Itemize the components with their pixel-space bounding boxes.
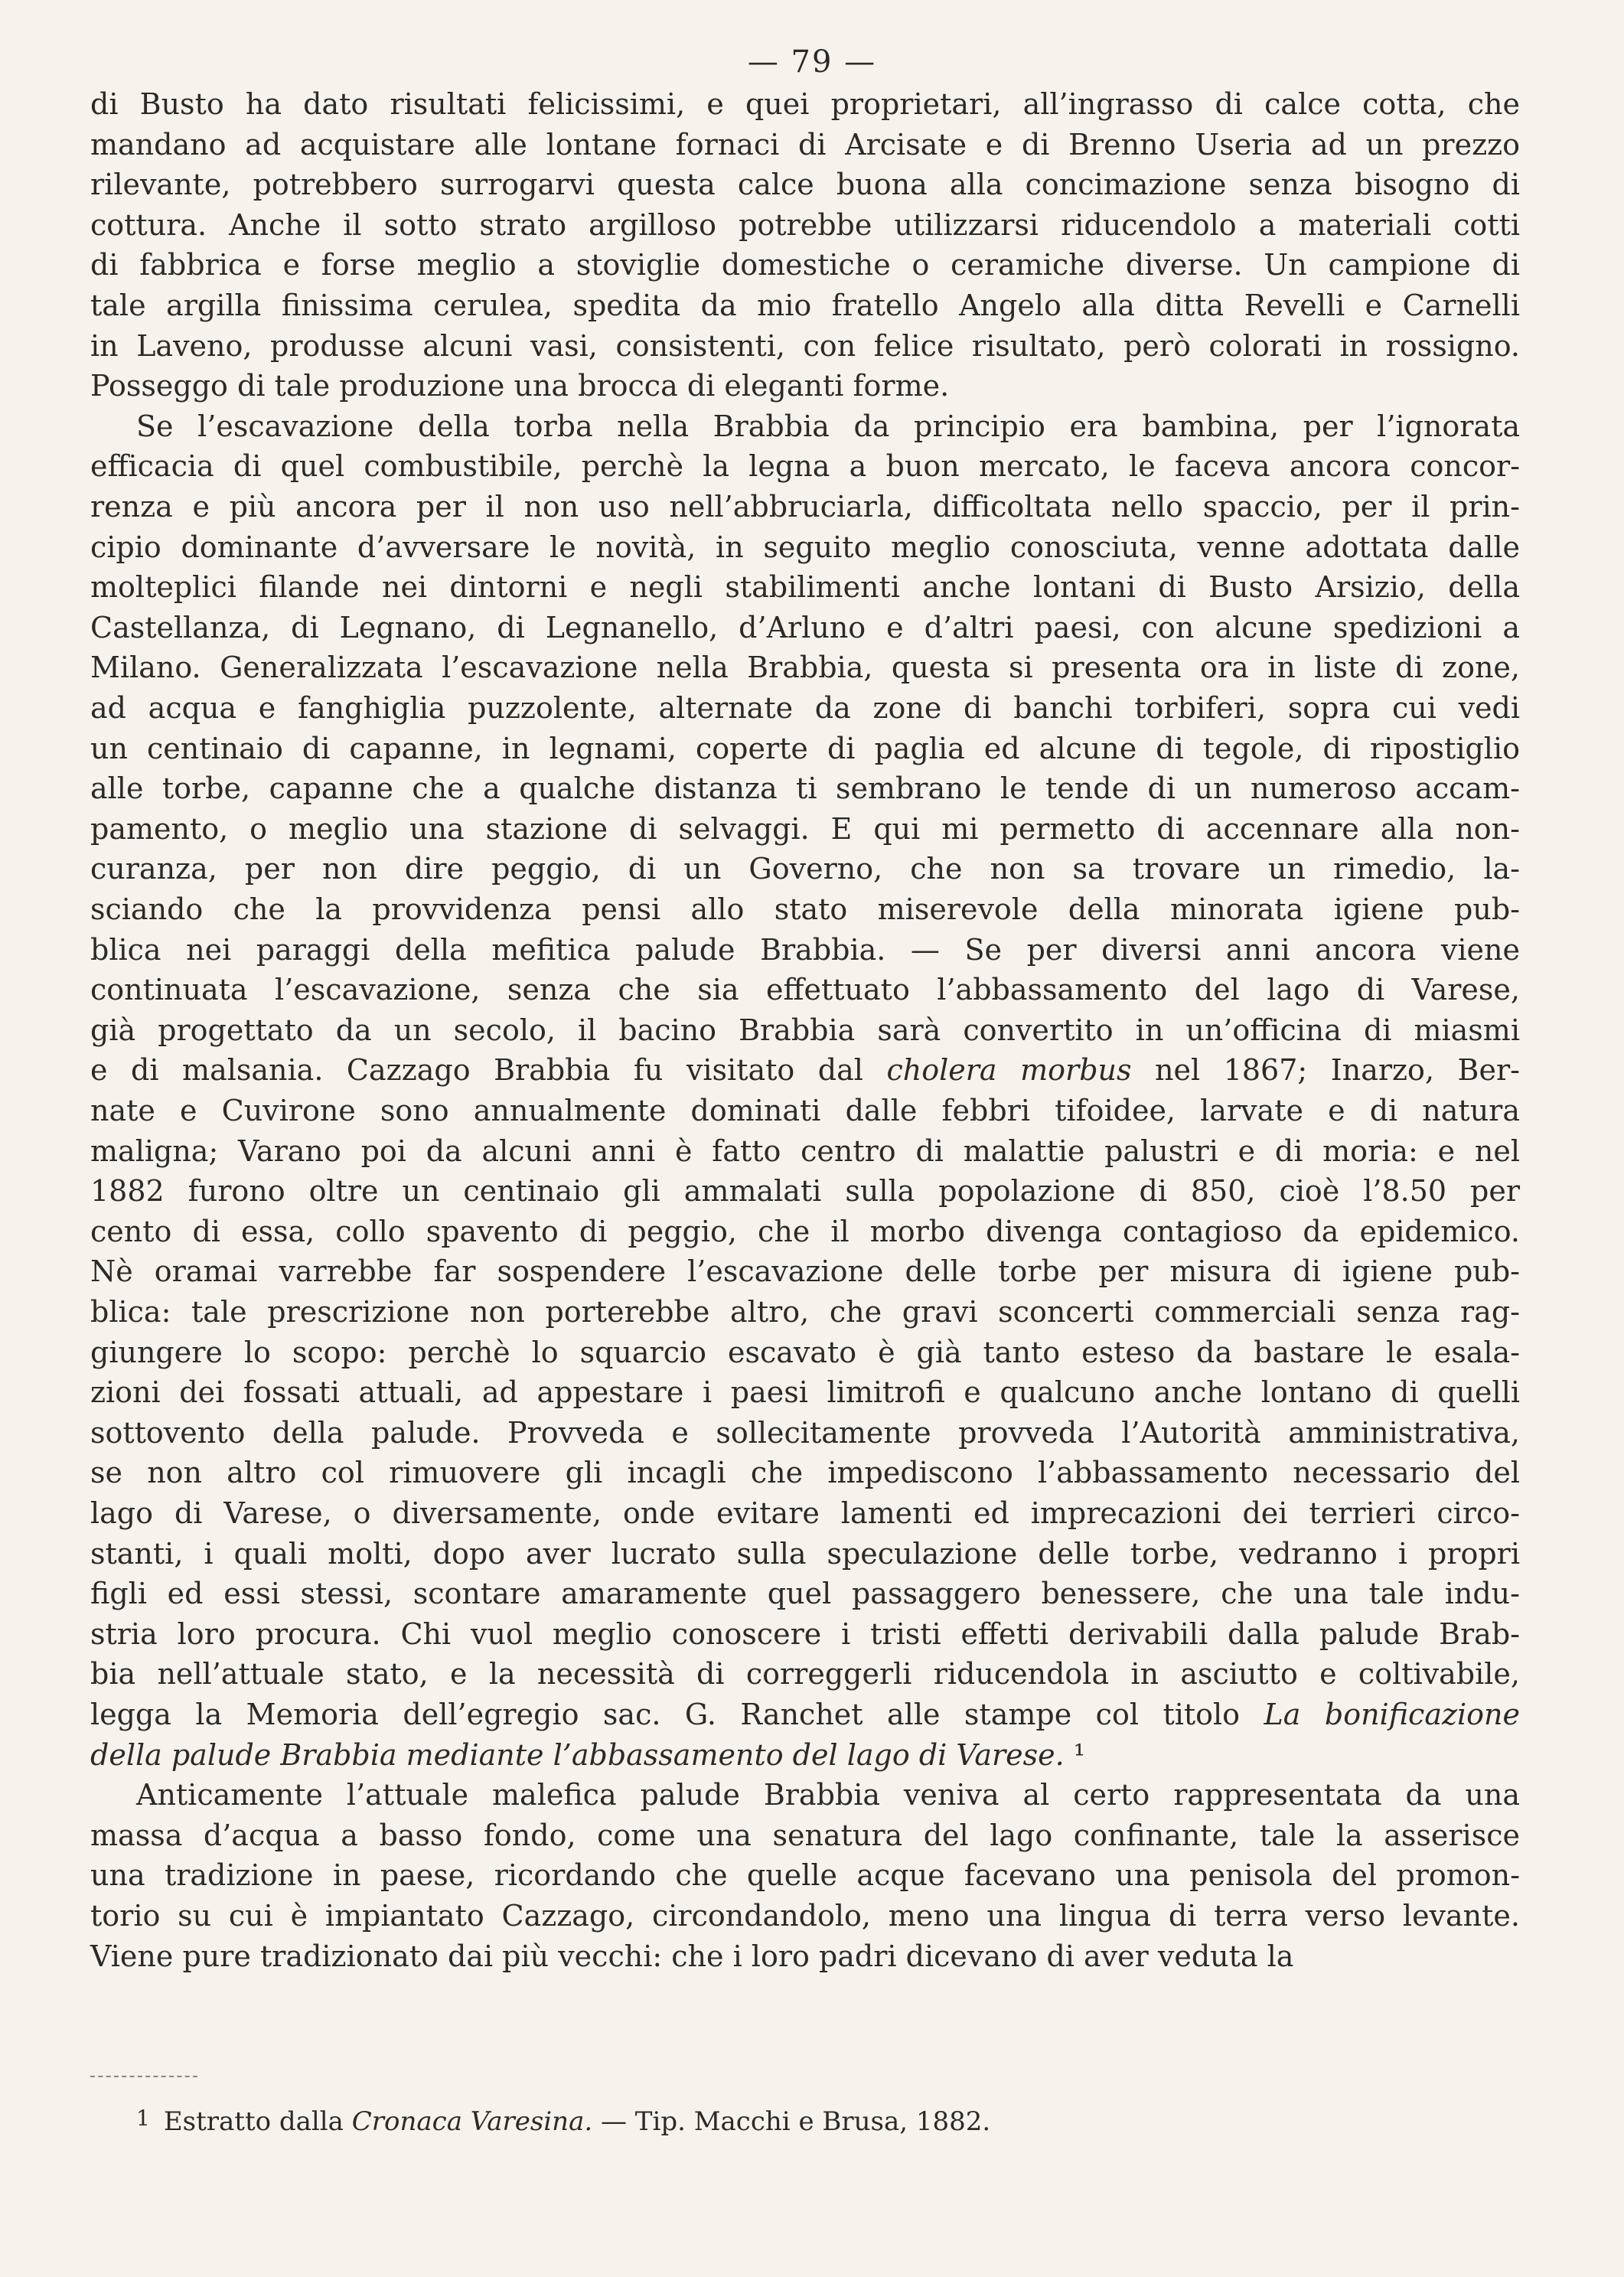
text-line: efficacia di quel combustibile, perchè la legna a buon mercato, le faceva ancora concor- [90, 449, 1520, 483]
text-line: mandano ad acquistare alle lontane fornaci di Arcisate e di Brenno Useria ad un prezzo [90, 128, 1520, 161]
text-line: stanti, i quali molti, dopo aver lucrato sulla speculazione delle torbe, vedranno i propri [90, 1537, 1520, 1571]
text-line: figli ed essi stessi, scontare amaramente quel passaggero benessere, che una tale indu- [90, 1577, 1520, 1610]
text-line: se non altro col rimuovere gli incagli che impediscono l’abbassamento necessario del [90, 1456, 1520, 1489]
text-line: nate e Cuvirone sono annualmente dominati dalle febbri tifoidee, larvate e di natura [90, 1094, 1520, 1127]
text-line: cipio dominante d’avversare le novità, in seguito meglio conosciuta, venne adottata dalle [90, 530, 1520, 564]
text-line: molteplici filande nei dintorni e negli stabilimenti anche lontani di Busto Arsizio, della [90, 570, 1520, 604]
footnote-mark: 1 [136, 2106, 150, 2131]
text-line: rilevante, potrebbero surrogarvi questa calce buona alla concimazione senza bisogno di [90, 168, 1520, 201]
text-line: curanza, per non dire peggio, di un Governo, che non sa trovare un rimedio, la- [90, 852, 1520, 886]
text-line: cottura. Anche il sotto strato argilloso potrebbe utilizzarsi riducendolo a materiali cotti [90, 208, 1520, 242]
text-line: Posseggo di tale produzione una brocca di eleganti forme. [90, 369, 950, 403]
text-line: blica nei paraggi della mefitica palude Brabbia. — Se per diversi anni ancora viene [90, 933, 1520, 967]
text-line: continuata l’escavazione, senza che sia effettuato l’abbassamento del lago di Varese, [90, 973, 1520, 1006]
footnote-text-after: — Tip. Macchi e Brusa, 1882. [592, 2106, 991, 2137]
footnote [136, 2101, 990, 2139]
text-line: torio su cui è impiantato Cazzago, circondandolo, meno una lingua di terra verso levante. [90, 1899, 1520, 1933]
text-line: in Laveno, produsse alcuni vasi, consistenti, con felice risultato, però colorati in rossigno. [90, 329, 1520, 363]
text-line: e di malsania. Cazzago Brabbia fu visitato dal cholera morbus nel 1867; Inarzo, Ber- [90, 1053, 1520, 1087]
text-line: stria loro procura. Chi vuol meglio conoscere i tristi effetti derivabili dalla palude Brab- [90, 1617, 1520, 1651]
text-line: Nè oramai varrebbe far sospendere l’escavazione delle torbe per misura di igiene pub- [90, 1254, 1520, 1288]
text-line: zioni dei fossati attuali, ad appestare i paesi limitrofi e qualcuno anche lontano di quelli [90, 1375, 1520, 1409]
text-line: pamento, o meglio una stazione di selvaggi. E qui mi permetto di accennare alla non- [90, 812, 1520, 846]
text-line: già progettato da un secolo, il bacino Brabbia sarà convertito in un’officina di miasmi [90, 1013, 1520, 1047]
text-line: Milano. Generalizzata l’escavazione nella Brabbia, questa si presenta ora in liste di zone, [90, 651, 1520, 684]
footnote-italic-title: Cronaca Varesina. [351, 2106, 593, 2137]
text-line: blica: tale prescrizione non porterebbe altro, che gravi sconcerti commerciali senza rag- [90, 1295, 1520, 1329]
text-line: di fabbrica e forse meglio a stoviglie domestiche o ceramiche diverse. Un campione di [90, 248, 1520, 282]
text-line: della palude Brabbia mediante l’abbassamento del lago di Varese. ¹ [90, 1738, 1086, 1772]
text-line: Se l’escavazione della torba nella Brabbia da principio era bambina, per l’ignorata [136, 409, 1520, 443]
text-line: sciando che la provvidenza pensi allo stato miserevole della minorata igiene pub- [90, 892, 1520, 926]
text-line: Anticamente l’attuale malefica palude Brabbia veniva al certo rappresentata da una [136, 1778, 1520, 1812]
text-line: un centinaio di capanne, in legnami, coperte di paglia ed alcune di tegole, di ripostiglio [90, 732, 1520, 765]
text-line: una tradizione in paese, ricordando che quelle acque facevano una penisola del promon- [90, 1858, 1520, 1892]
footnote-text-before: Estratto dalla [163, 2106, 352, 2137]
text-line: Castellanza, di Legnano, di Legnanello, d’Arluno e d’altri paesi, con alcune spedizioni a [90, 611, 1520, 644]
text-line: giungere lo scopo: perchè lo squarcio escavato è già tanto esteso da bastare le esala- [90, 1336, 1520, 1369]
text-line: legga la Memoria dell’egregio sac. G. Ranchet alle stampe col titolo La bonificazione [90, 1698, 1520, 1731]
text-line: renza e più ancora per il non uso nell’abbruciarla, difficoltata nello spaccio, per il prin- [90, 490, 1520, 524]
text-line: 1882 furono oltre un centinaio gli ammalati sulla popolazione di 850, cioè l’8.50 per [90, 1174, 1520, 1208]
text-line: lago di Varese, o diversamente, onde evitare lamenti ed imprecazioni dei terrieri circo- [90, 1496, 1520, 1530]
text-line: alle torbe, capanne che a qualche distanza ti sembrano le tende di un numeroso accam- [90, 772, 1520, 805]
footnote-divider [90, 2076, 197, 2077]
text-line: di Busto ha dato risultati felicissimi, e quei proprietari, all’ingrasso di calce cotta, che [90, 87, 1520, 121]
text-line: bia nell’attuale stato, e la necessità di correggerli riducendola in asciutto e coltivabile, [90, 1657, 1520, 1691]
page-number: — 79 — [747, 44, 877, 80]
text-line: maligna; Varano poi da alcuni anni è fatto centro di malattie palustri e di moria: e nel [90, 1134, 1520, 1168]
text-line: cento di essa, collo spavento di peggio, che il morbo divenga contagioso da epidemico. [90, 1215, 1520, 1248]
text-line: Viene pure tradizionato dai più vecchi: che i loro padri dicevano di aver veduta la [90, 1939, 1294, 1973]
text-line: sottovento della palude. Provveda e sollecitamente provveda l’Autorità amministrativa, [90, 1416, 1520, 1450]
text-line: massa d’acqua a basso fondo, come una senatura del lago confinante, tale la asserisce [90, 1819, 1520, 1852]
text-line: ad acqua e fanghiglia puzzolente, alternate da zone di banchi torbiferi, sopra cui vedi [90, 691, 1520, 725]
text-line: tale argilla finissima cerulea, spedita da mio fratello Angelo alla ditta Revelli e Carnelli [90, 289, 1520, 322]
